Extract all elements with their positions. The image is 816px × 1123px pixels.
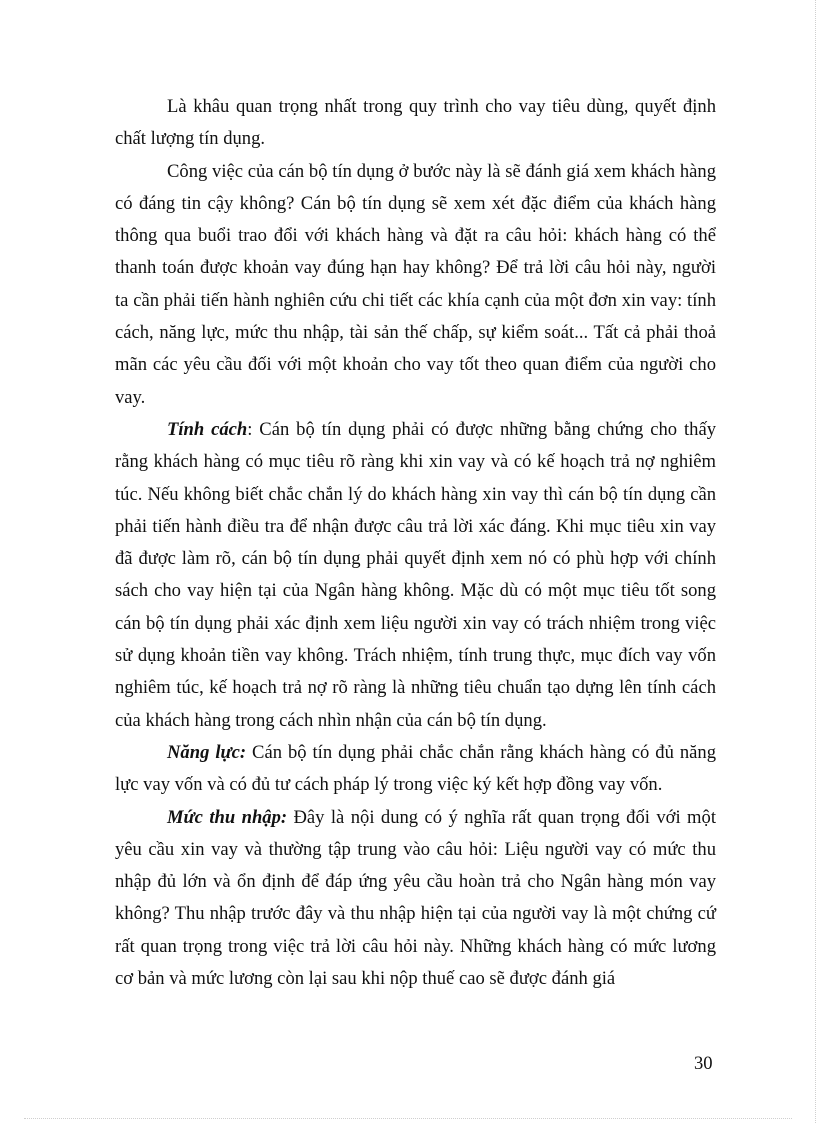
page-bottom-divider — [24, 1118, 792, 1119]
paragraph-intro — [115, 91, 716, 156]
paragraph-text: Công việc của cán bộ tín dụng ở bước này là sẽ đánh giá xem khách hàng có đáng tin cậy không? Cán bộ tín dụng sẽ xem xét đặc điểm của khách hàng thông qua buổi trao đổi với khách hàng và đặt ra câu hỏi: khách hàng có thể thanh toán được khoản vay đúng hạn hay không? Để trả lời câu hỏi này, người ta cần phải tiến hành nghiên cứu chi tiết các khía cạnh của một đơn xin vay: tính cách, năng lực, mức thu nhập, tài sản thế chấp, sự kiểm soát... Tất cả phải thoả mãn các yêu cầu đối với một khoản cho vay tốt theo quan điểm của người cho vay. — [115, 160, 716, 408]
paragraph-text: Là khâu quan trọng nhất trong quy trình cho vay tiêu dùng, quyết định chất lượng tín dụng. — [115, 96, 716, 150]
paragraph-income — [115, 802, 716, 996]
term-capacity: Năng lực: — [167, 741, 247, 763]
paragraph-capacity — [115, 737, 716, 802]
paragraph-character — [115, 414, 716, 737]
body-text — [115, 91, 716, 995]
page-number: 30 — [694, 1053, 713, 1074]
paragraph-text: : Cán bộ tín dụng phải có được những bằng chứng cho thấy rằng khách hàng có mục tiêu rõ ràng khi xin vay và có kế hoạch trả nợ nghiêm túc. Nếu không biết chắc chắn lý do khách hàng xin vay thì cán bộ tín dụng cần phải tiến hành điều tra để nhận được câu trả lời xác đáng. Khi mục tiêu xin vay đã được làm rõ, cán bộ tín dụng phải quyết định xem nó có phù hợp với chính sách cho vay hiện tại của Ngân hàng không. Mặc dù có một mục tiêu tốt song cán bộ tín dụng phải xác định xem liệu người xin vay có trách nhiệm trong việc sử dụng khoản tiền vay không. Trách nhiệm, tính trung thực, mục đích vay vốn nghiêm túc, kế hoạch trả nợ rõ ràng là những tiêu chuẩn tạo dựng lên tính cách của khách hàng trong cách nhìn nhận của cán bộ tín dụng. — [115, 418, 716, 731]
paragraph-assessment — [115, 156, 716, 414]
term-income: Mức thu nhập: — [167, 806, 288, 828]
paragraph-text: Cán bộ tín dụng phải chắc chắn rằng khách hàng có đủ năng lực vay vốn và có đủ tư cách pháp lý trong việc ký kết hợp đồng vay vốn. — [115, 741, 716, 796]
paragraph-text: Đây là nội dung có ý nghĩa rất quan trọng đối với một yêu cầu xin vay và thường tập trung vào câu hỏi: Liệu người vay có mức thu nhập đủ lớn và ổn định để đáp ứng yêu cầu hoàn trả cho Ngân hàng món vay không? Thu nhập trước đây và thu nhập hiện tại của người vay là một chứng cứ rất quan trọng trong việc trả lời câu hỏi này. Những khách hàng có mức lương cơ bản và mức lương còn lại sau khi nộp thuế cao sẽ được đánh giá — [115, 806, 716, 990]
term-character: Tính cách — [167, 418, 248, 440]
